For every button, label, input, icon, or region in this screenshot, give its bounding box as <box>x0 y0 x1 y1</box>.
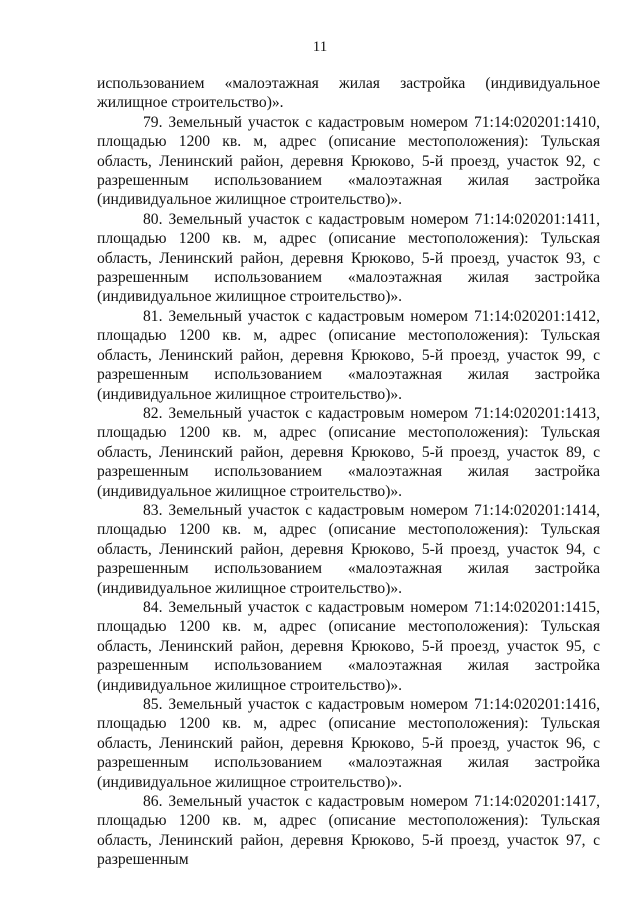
item-text: Земельный участок с кадастровым номером 71:14:020201:1410, площадью 1200 кв. м, адрес (описание местоположения): Тульская область, Ленинский район, деревня Крюково, 5-й проезд, участок 92, с разрешенным использованием «малоэтажная жилая застройка (индивидуальное жилищное строительство)». <box>97 113 600 209</box>
item-text: Земельный участок с кадастровым номером 71:14:020201:1411, площадью 1200 кв. м, адрес (описание местоположения): Тульская область, Ленинский район, деревня Крюково, 5-й проезд, участок 93, с разрешенным использованием «малоэтажная жилая застройка (индивидуальное жилищное строительство)». <box>97 210 600 306</box>
item-text: Земельный участок с кадастровым номером 71:14:020201:1412, площадью 1200 кв. м, адрес (описание местоположения): Тульская область, Ленинский район, деревня Крюково, 5-й проезд, участок 99, с разрешенным использованием «малоэтажная жилая застройка (индивидуальное жилищное строительство)». <box>97 307 600 403</box>
item-number: 85. <box>143 696 163 713</box>
list-item <box>97 404 600 501</box>
item-number: 79. <box>143 113 163 131</box>
document-body <box>97 74 600 870</box>
list-item <box>97 501 600 598</box>
item-text: Земельный участок с кадастровым номером 71:14:020201:1414, площадью 1200 кв. м, адрес (описание местоположения): Тульская область, Ленинский район, деревня Крюково, 5-й проезд, участок 94, с разрешенным использованием «малоэтажная жилая застройка (индивидуальное жилищное строительство)». <box>97 501 600 597</box>
list-item <box>97 598 600 695</box>
item-number: 82. <box>143 404 163 422</box>
item-text: Земельный участок с кадастровым номером 71:14:020201:1415, площадью 1200 кв. м, адрес (описание местоположения): Тульская область, Ленинский район, деревня Крюково, 5-й проезд, участок 95, с разрешенным использованием «малоэтажная жилая застройка (индивидуальное жилищное строительство)». <box>97 598 600 694</box>
item-number: 84. <box>143 598 163 616</box>
item-text: Земельный участок с кадастровым номером 71:14:020201:1417, площадью 1200 кв. м, адрес (описание местоположения): Тульская область, Ленинский район, деревня Крюково, 5-й проезд, участок 97, с разрешенным <box>97 793 600 869</box>
list-item <box>97 210 600 307</box>
item-number: 81. <box>143 307 163 325</box>
item-number: 83. <box>143 501 163 519</box>
item-number: 80. <box>143 210 163 228</box>
item-text: Земельный участок с кадастровым номером 71:14:020201:1416, площадью 1200 кв. м, адрес (описание местоположения): Тульская область, Ленинский район, деревня Крюково, 5-й проезд, участок 96, с разрешенным использованием «малоэтажная жилая застройка (индивидуальное жилищное строительство)». <box>97 696 600 791</box>
list-item <box>97 307 600 404</box>
continuation-paragraph: использованием «малоэтажная жилая застройка (индивидуальное жилищное строительство)». <box>97 75 600 112</box>
list-item <box>97 113 600 210</box>
list-item <box>97 792 600 870</box>
item-number: 86. <box>143 793 163 811</box>
page-number: 11 <box>312 39 328 55</box>
item-text: Земельный участок с кадастровым номером 71:14:020201:1413, площадью 1200 кв. м, адрес (описание местоположения): Тульская область, Ленинский район, деревня Крюково, 5-й проезд, участок 89, с разрешенным использованием «малоэтажная жилая застройка (индивидуальное жилищное строительство)». <box>97 404 600 500</box>
list-item <box>97 695 600 792</box>
